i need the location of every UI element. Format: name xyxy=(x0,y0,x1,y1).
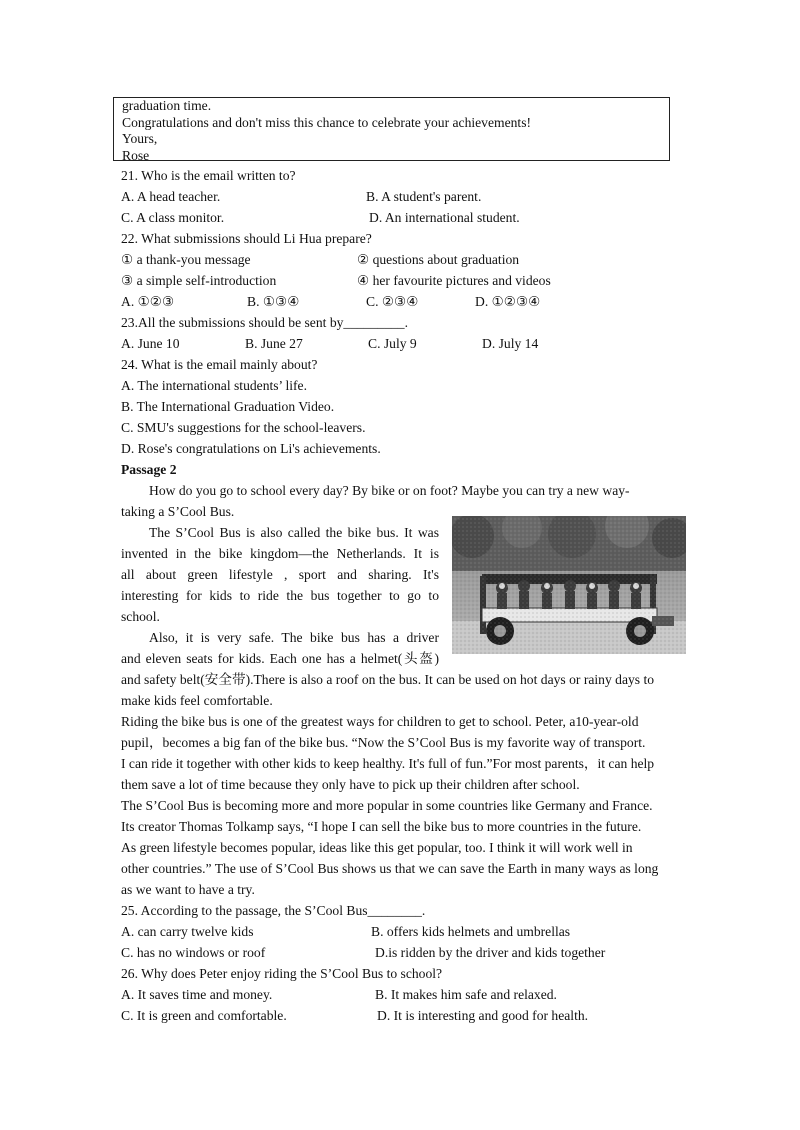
passage-line: and eleven seats for kids. Each one has a helmet(头盔) xyxy=(121,651,439,666)
passage-line: I can ride it together with other kids to keep healthy. It's full of fun.”For most parents，it can help xyxy=(121,756,655,771)
options-row xyxy=(121,270,681,291)
option-a: A. June 10 xyxy=(121,336,180,351)
passage-line: them save a lot of time because they only have to pick up their children after school. xyxy=(121,777,580,792)
passage-line: taking a S’Cool Bus. xyxy=(121,504,235,519)
question-26: 26. Why does Peter enjoy riding the S’Cool Bus to school? xyxy=(121,966,443,981)
passage-line: The S’Cool Bus is becoming more and more popular in some countries like Germany and France. xyxy=(121,798,653,813)
passage-line: pupil，becomes a big fan of the bike bus. “Now the S’Cool Bus is my favorite way of transport. xyxy=(121,735,646,750)
passage-line: interesting for kids to ride the bus together to go to xyxy=(121,588,439,603)
passage-line: other countries.” The use of S’Cool Bus shows us that we can save the Earth in many ways as long xyxy=(121,861,659,876)
passage-line: and safety belt(安全带).There is also a roof on the bus. It can be used on hot days or rainy days to xyxy=(121,672,655,687)
options-row xyxy=(121,333,681,354)
option-d: D. ①②③④ xyxy=(475,294,541,309)
option-a: A. can carry twelve kids xyxy=(121,924,254,939)
options-row xyxy=(121,921,681,942)
option-c: C. ②③④ xyxy=(366,294,419,309)
option-c: C. has no windows or roof xyxy=(121,945,266,960)
passage-line: Riding the bike bus is one of the greatest ways for children to get to school. Peter, a10-year-old xyxy=(121,714,639,729)
option-a: A. The international students’ life. xyxy=(121,378,307,393)
options-row xyxy=(121,942,681,963)
option-d: D. July 14 xyxy=(482,336,539,351)
bike-bus-photo xyxy=(452,516,686,654)
passage-line: make kids feel comfortable. xyxy=(121,693,273,708)
option-b: B. A student's parent. xyxy=(366,189,482,204)
choice-2: ② questions about graduation xyxy=(357,252,520,267)
choice-1: ① a thank-you message xyxy=(121,252,251,267)
email-line: Congratulations and don't miss this chance to celebrate your achievements! xyxy=(122,114,532,130)
option-a: A. A head teacher. xyxy=(121,189,221,204)
options-row xyxy=(121,984,681,1005)
option-c: C. A class monitor. xyxy=(121,210,225,225)
option-d: D. An international student. xyxy=(369,210,520,225)
option-d: D. It is interesting and good for health. xyxy=(377,1008,589,1023)
option-b: B. ①③④ xyxy=(247,294,300,309)
passage-line: school. xyxy=(121,609,160,624)
passage-line: Also, it is very safe. The bike bus has a driver xyxy=(149,630,439,645)
passage-line: as we want to have a try. xyxy=(121,882,255,897)
passage-line: Its creator Thomas Tolkamp says, “I hope I can sell the bike bus to more countries in the future. xyxy=(121,819,642,834)
options-row xyxy=(121,291,681,312)
option-a: A. ①②③ xyxy=(121,294,175,309)
passage-line: How do you go to school every day? By bike or on foot? Maybe you can try a new way- xyxy=(149,483,630,498)
option-c: C. July 9 xyxy=(368,336,417,351)
option-c: C. SMU's suggestions for the school-leavers. xyxy=(121,420,366,435)
option-b: B. offers kids helmets and umbrellas xyxy=(371,924,571,939)
question-21: 21. Who is the email written to? xyxy=(121,168,296,183)
passage-line: The S’Cool Bus is also called the bike bus. It was xyxy=(149,525,439,540)
options-row xyxy=(121,207,681,228)
option-a: A. It saves time and money. xyxy=(121,987,273,1002)
option-d: D. Rose's congratulations on Li's achievements. xyxy=(121,441,381,456)
choice-4: ④ her favourite pictures and videos xyxy=(357,273,551,288)
option-b: B. The International Graduation Video. xyxy=(121,399,335,414)
options-row xyxy=(121,249,681,270)
question-23: 23.All the submissions should be sent by_________. xyxy=(121,315,408,330)
passage-line: all about green lifestyle , sport and sharing. It's xyxy=(121,567,439,582)
passage-line: As green lifestyle becomes popular, ideas like this get popular, too. I think it will work well in xyxy=(121,840,633,855)
option-d: D.is ridden by the driver and kids together xyxy=(375,945,606,960)
passage-title: Passage 2 xyxy=(121,462,177,477)
choice-3: ③ a simple self-introduction xyxy=(121,273,277,288)
option-b: B. It makes him safe and relaxed. xyxy=(375,987,557,1002)
email-line: Yours, xyxy=(122,131,158,146)
options-row xyxy=(121,186,681,207)
option-c: C. It is green and comfortable. xyxy=(121,1008,287,1023)
option-b: B. June 27 xyxy=(245,336,303,351)
question-25: 25. According to the passage, the S’Cool Bus________. xyxy=(121,903,426,918)
passage-line: invented in the bike kingdom—the Netherlands. It is xyxy=(121,546,439,561)
email-excerpt-box xyxy=(113,97,670,161)
options-row xyxy=(121,1005,681,1026)
question-22: 22. What submissions should Li Hua prepare? xyxy=(121,231,372,246)
email-line: Rose xyxy=(122,147,150,163)
question-24: 24. What is the email mainly about? xyxy=(121,357,318,372)
email-line: graduation time. xyxy=(122,98,212,113)
